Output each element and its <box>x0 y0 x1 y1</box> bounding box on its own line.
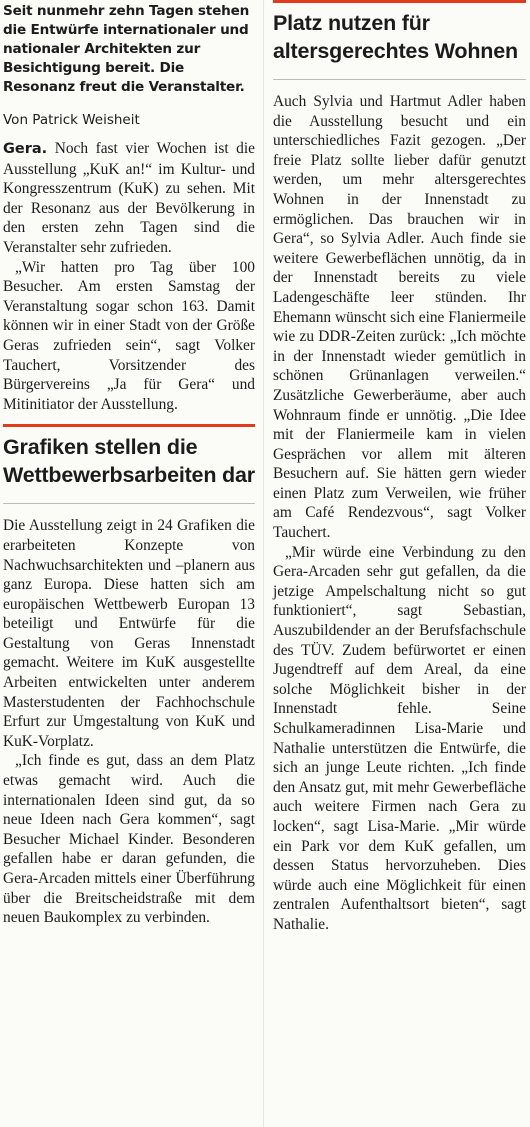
article-teaser: Seit nunmehr zehn Tagen stehen die Entwürfe internationaler und nationaler Architekten zur Besichtigung bereit. Die Resonanz freut die Veranstalter. <box>3 3 250 95</box>
paragraph-text: Noch fast vier Wochen ist die Ausstellung „KuK an!“ im Kultur- und Kongresszentrum (KuK) zu sehen. Mit der Resonanz aus der Bevölkerung in den ersten zehn Tagen sind die Veranstalter sehr zufrieden. <box>3 140 255 256</box>
column-divider <box>263 0 264 1127</box>
section-rule <box>3 424 255 427</box>
paragraph <box>3 139 255 258</box>
paragraph: Auch Sylvia und Hartmut Adler haben die Ausstellung besucht und ein unterschiedliches Fazit gezogen. „Der freie Platz sollte lieber dafür genutzt werden, um mehr altersgerechtes Wohnen in der Innenstadt zu ermöglichen. Das brauchen wir in Gera“, so Sylvia Adler. Auch finde sie weitere Gewerbeflächen unnötig, da in der Innenstadt bereits zu viele Ladengeschäfte leer stünden. Ihr Ehemann wünscht sich eine Flaniermeile wie zu DDR-Zeiten zurück: „Ich möchte in der Innenstadt wieder gemütlich in schönen Grünanlagen verweilen.“ Zusätzliche Gewerberäume, aber auch Wohnraum finde er unnötig. „Die Idee mit der Flaniermeile kam in vielen Gesprächen vor allem mit älteren Besuchern auf. Sie hätten gern wieder einen Platz zum Verweilen, wie früher am Café Rendezvous“, sagt Volker Tauchert. <box>273 93 527 542</box>
paragraph: „Ich finde es gut, dass an dem Platz etwas gemacht wird. Auch die internationalen Ideen sind gut, da so neue Ideen nach Gera kommen“, sagt Besucher Michael Kinder. Besonderen gefallen habe er daran gefunden, die Gera-Arcaden mittels einer Überführung über die Breitscheidstraße mit dem neuen Baukomplex zu verbinden. <box>3 752 255 927</box>
left-column <box>3 0 255 928</box>
section-rule <box>273 0 526 3</box>
paragraph: „Mir würde eine Verbindung zu den Gera-Arcaden sehr gut gefallen, da die jetzige Ampelschaltung nicht so gut funktioniert“, sagt Sebastian, Auszubildender an der Berufsfachschule des TÜV. Zudem befürwortet er einen Jugendtreff auf dem Areal, da eine solche Möglichkeit bisher in der Innenstadt fehle. Seine Schulkameradinnen Lisa-Marie und Nathalie unterstützen die Entwürfe, die sich an junge Leute richten. „Ich finde den Ansatz gut, mit mehr Gewerbefläche auch weitere Firmen nach Gera zu locken“, sagt Lisa-Marie. „Mir würde ein Park vor dem KuK gefallen, um dessen Status hervorzuheben. Dies würde auch eine Möglichkeit für einen zentralen Aufenthaltsort bieten“, sagt Nathalie. <box>273 543 526 933</box>
subheading: Platz nutzen für altersgerechtes Wohnen <box>273 11 518 63</box>
paragraph: „Wir hatten pro Tag über 100 Besucher. Am ersten Samstag der Veranstaltung sogar schon 163. Damit können wir in einer Stadt von der Größe Geras zufrieden sein“, sagt Volker Tauchert, Vorsitzender des Bürgervereins „Ja für Gera“ und Mitinitiator der Ausstellung. <box>3 258 255 413</box>
dateline-place: Gera. <box>3 141 48 157</box>
subheading: Grafiken stellen die Wettbewerbsarbeiten dar <box>3 435 255 488</box>
byline: Von Patrick Weisheit <box>3 112 140 128</box>
subheading-underline <box>3 503 255 504</box>
subheading-underline <box>273 79 526 80</box>
paragraph: Die Ausstellung zeigt in 24 Grafiken die erarbeiteten Konzepte von Nachwuchsarchitekten und –planern aus ganz Europa. Diese hatten sich am europäischen Wettbewerb Europan 13 beteiligt und Entwürfe für die Gestaltung von Geras Innenstadt gemacht. Weitere im KuK ausgestellte Arbeiten entwickelten unter anderem Masterstudenten der Fachhochschule Erfurt zur Umgestaltung von KuK und KuK-Vorplatz. <box>3 517 255 750</box>
right-column <box>273 0 526 935</box>
